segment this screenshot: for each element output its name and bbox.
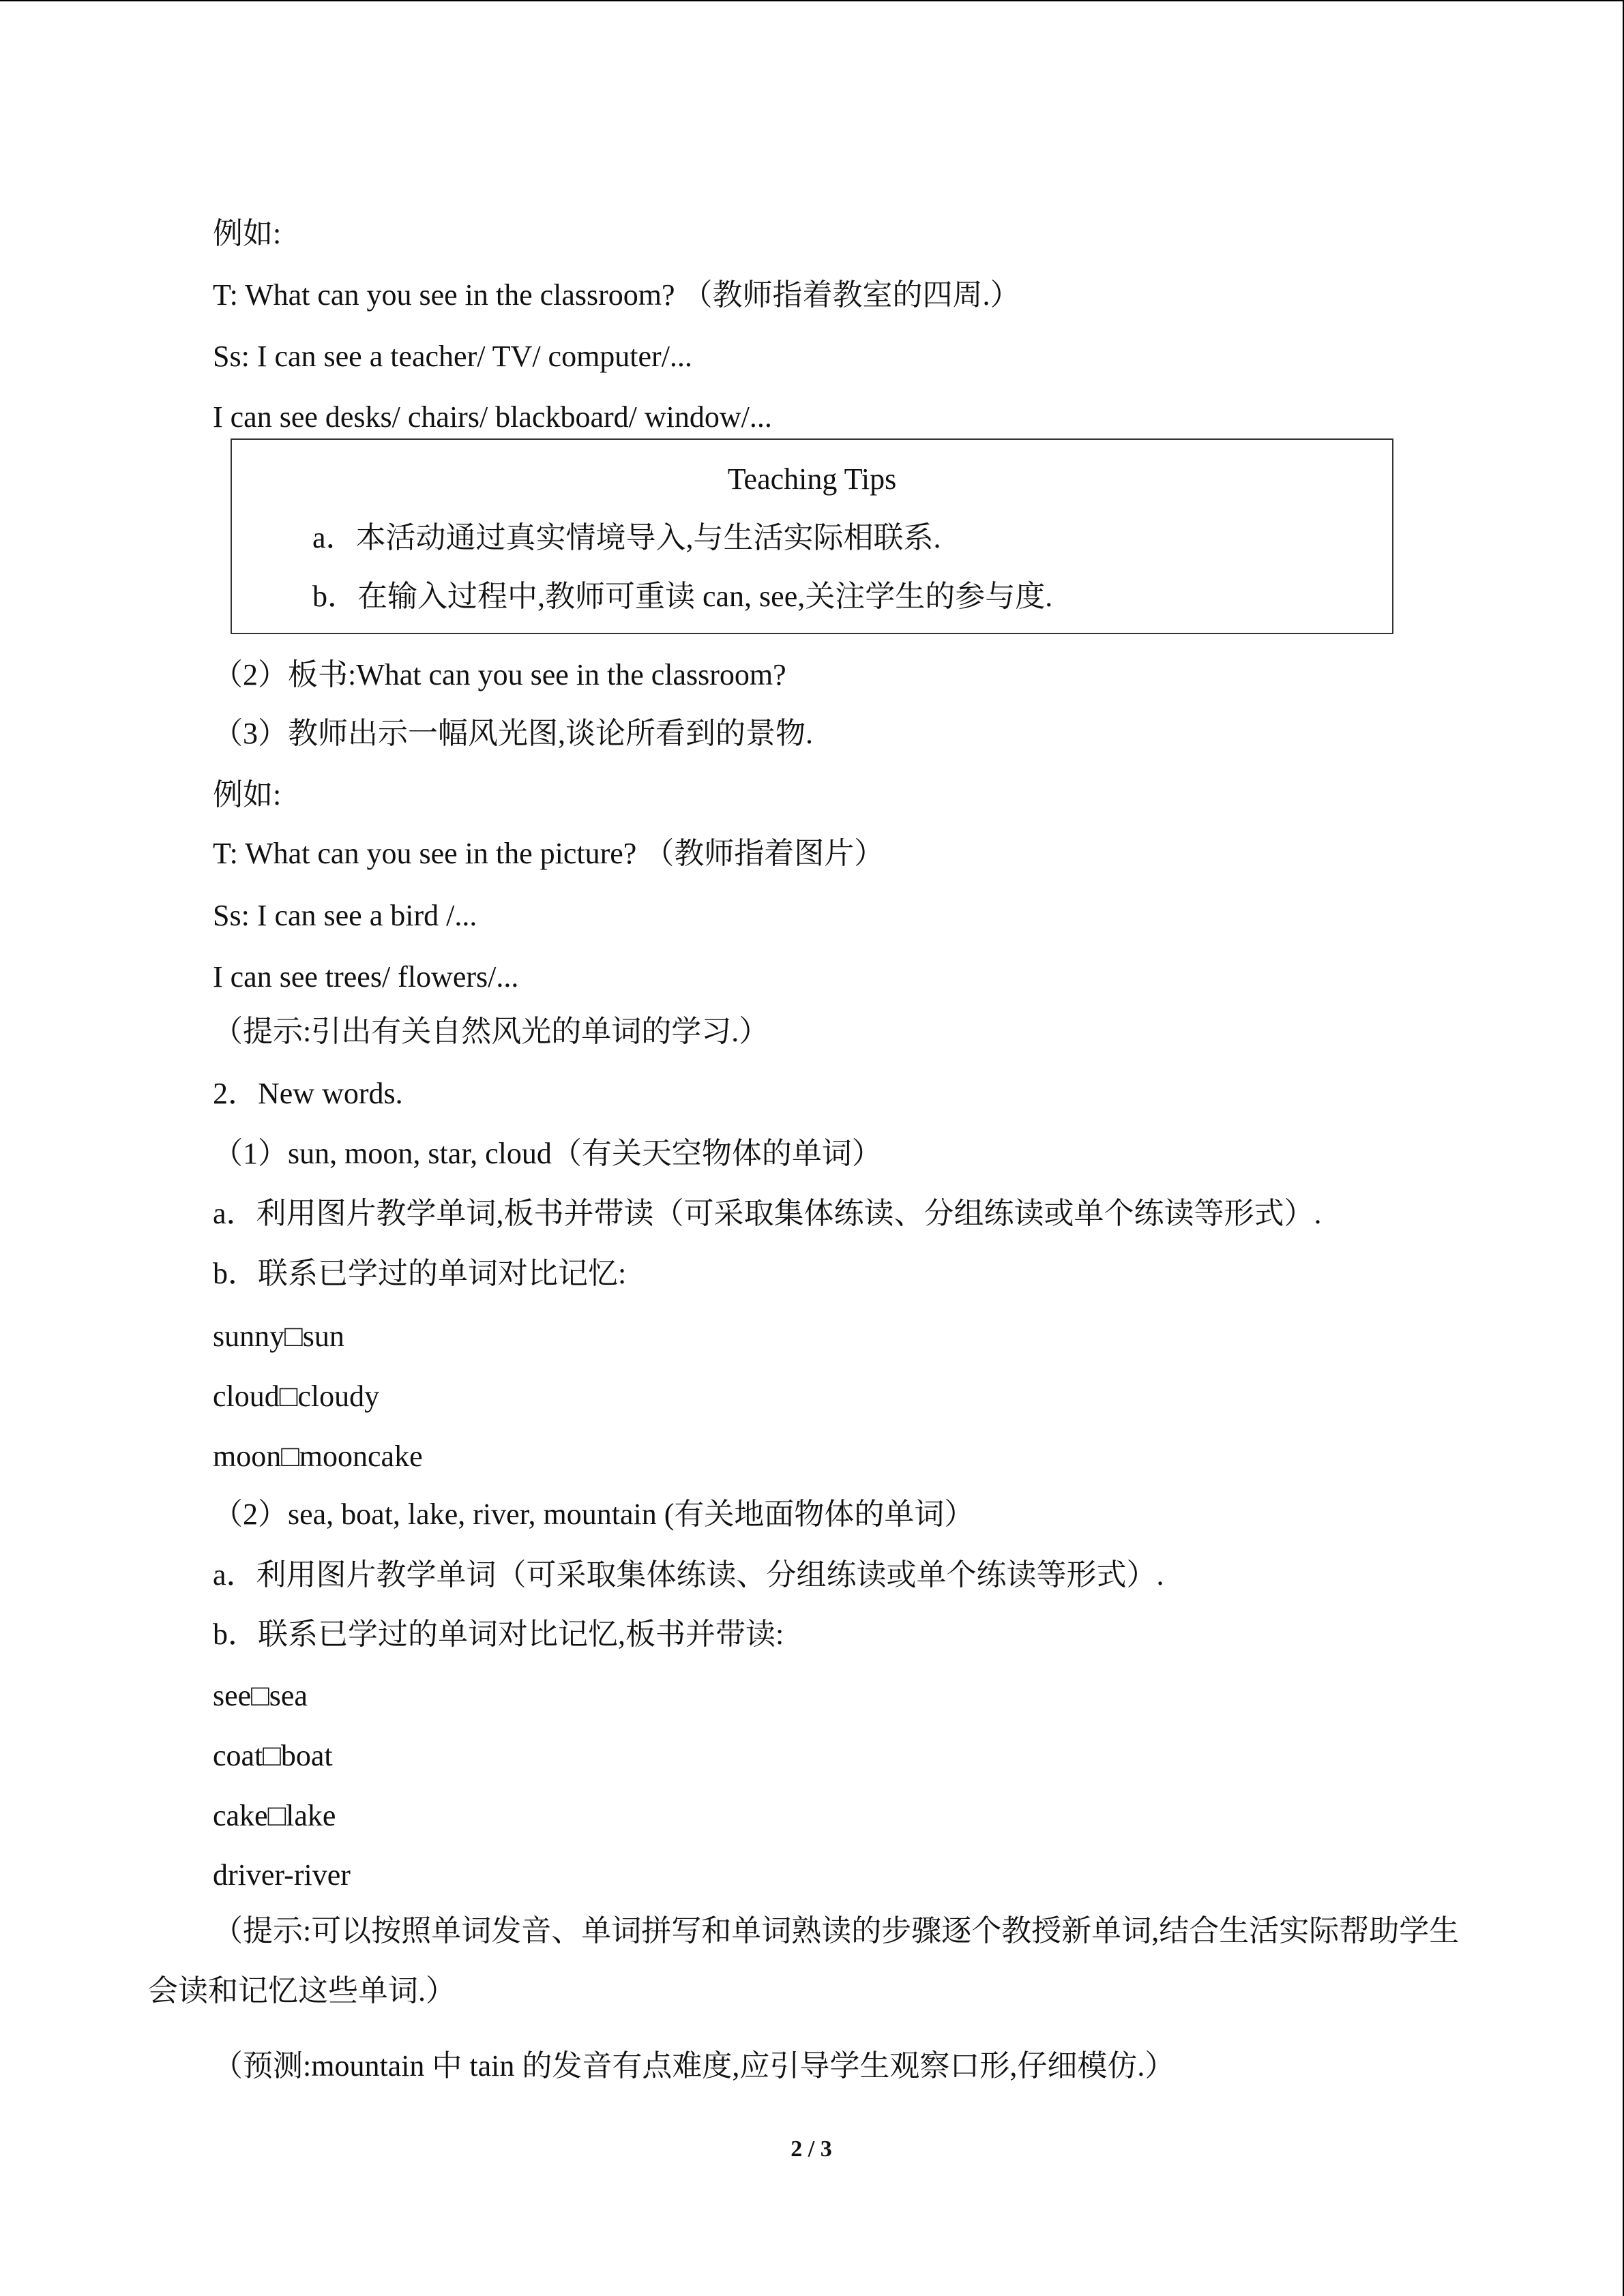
text-line: （3）教师出示一幅风光图,谈论所看到的景物. [213, 717, 813, 750]
text-line: I can see trees/ flowers/... [213, 960, 519, 994]
text-line: Ss: I can see a bird /... [213, 899, 477, 932]
text-line: a．利用图片教学单词（可采取集体练读、分组练读或单个练读等形式）. [213, 1558, 1164, 1592]
text-line: cake□lake [213, 1799, 336, 1832]
text-line: （提示:引出有关自然风光的单词的学习.） [213, 1015, 769, 1048]
text-line: （1）sun, moon, star, cloud（有关天空物体的单词） [213, 1137, 882, 1170]
text-line: T: What can you see in the classroom? （教师指着教室的四周.） [213, 278, 1020, 312]
text-paragraph: （提示:可以按照单词发音、单词拼写和单词熟读的步骤逐个教授新单词,结合生活实际帮助学生会读和记忆这些单词.） [148, 1914, 1460, 2008]
text-line: a．利用图片教学单词,板书并带读（可采取集体练读、分组练读或单个练读等形式）. [213, 1197, 1322, 1230]
text-line: cloud□cloudy [213, 1380, 380, 1413]
text-line: sunny□sun [213, 1320, 344, 1353]
text-line: T: What can you see in the picture? （教师指着图片） [213, 837, 885, 870]
text-line: b．联系已学过的单词对比记忆: [213, 1257, 627, 1290]
section-heading: 2．New words. [213, 1077, 403, 1110]
text-line: Ss: I can see a teacher/ TV/ computer/... [213, 340, 692, 373]
text-line: driver-river [213, 1858, 351, 1892]
text-line: see□sea [213, 1679, 308, 1712]
text-line: 例如: [213, 217, 282, 250]
text-line: I can see desks/ chairs/ blackboard/ window/... [213, 400, 772, 434]
text-line: （2）sea, boat, lake, river, mountain (有关地面物体的单词） [213, 1497, 975, 1531]
teaching-tips-box [231, 438, 1393, 634]
text-line: （预测:mountain 中 tain 的发音有点难度,应引导学生观察口形,仔细模仿.） [213, 2049, 1175, 2083]
text-line: coat□boat [213, 1739, 333, 1772]
text-line: （2）板书:What can you see in the classroom? [213, 658, 786, 691]
page-number: 2 / 3 [791, 2136, 832, 2162]
text-line: 例如: [213, 778, 282, 811]
teaching-tips-item: a．本活动通过真实情境导入,与生活实际相联系. [312, 521, 941, 554]
text-line: moon□mooncake [213, 1440, 423, 1473]
teaching-tips-item: b．在输入过程中,教师可重读 can, see,关注学生的参与度. [312, 580, 1053, 613]
teaching-tips-title: Teaching Tips [727, 462, 897, 496]
text-line: b．联系已学过的单词对比记忆,板书并带读: [213, 1617, 784, 1651]
